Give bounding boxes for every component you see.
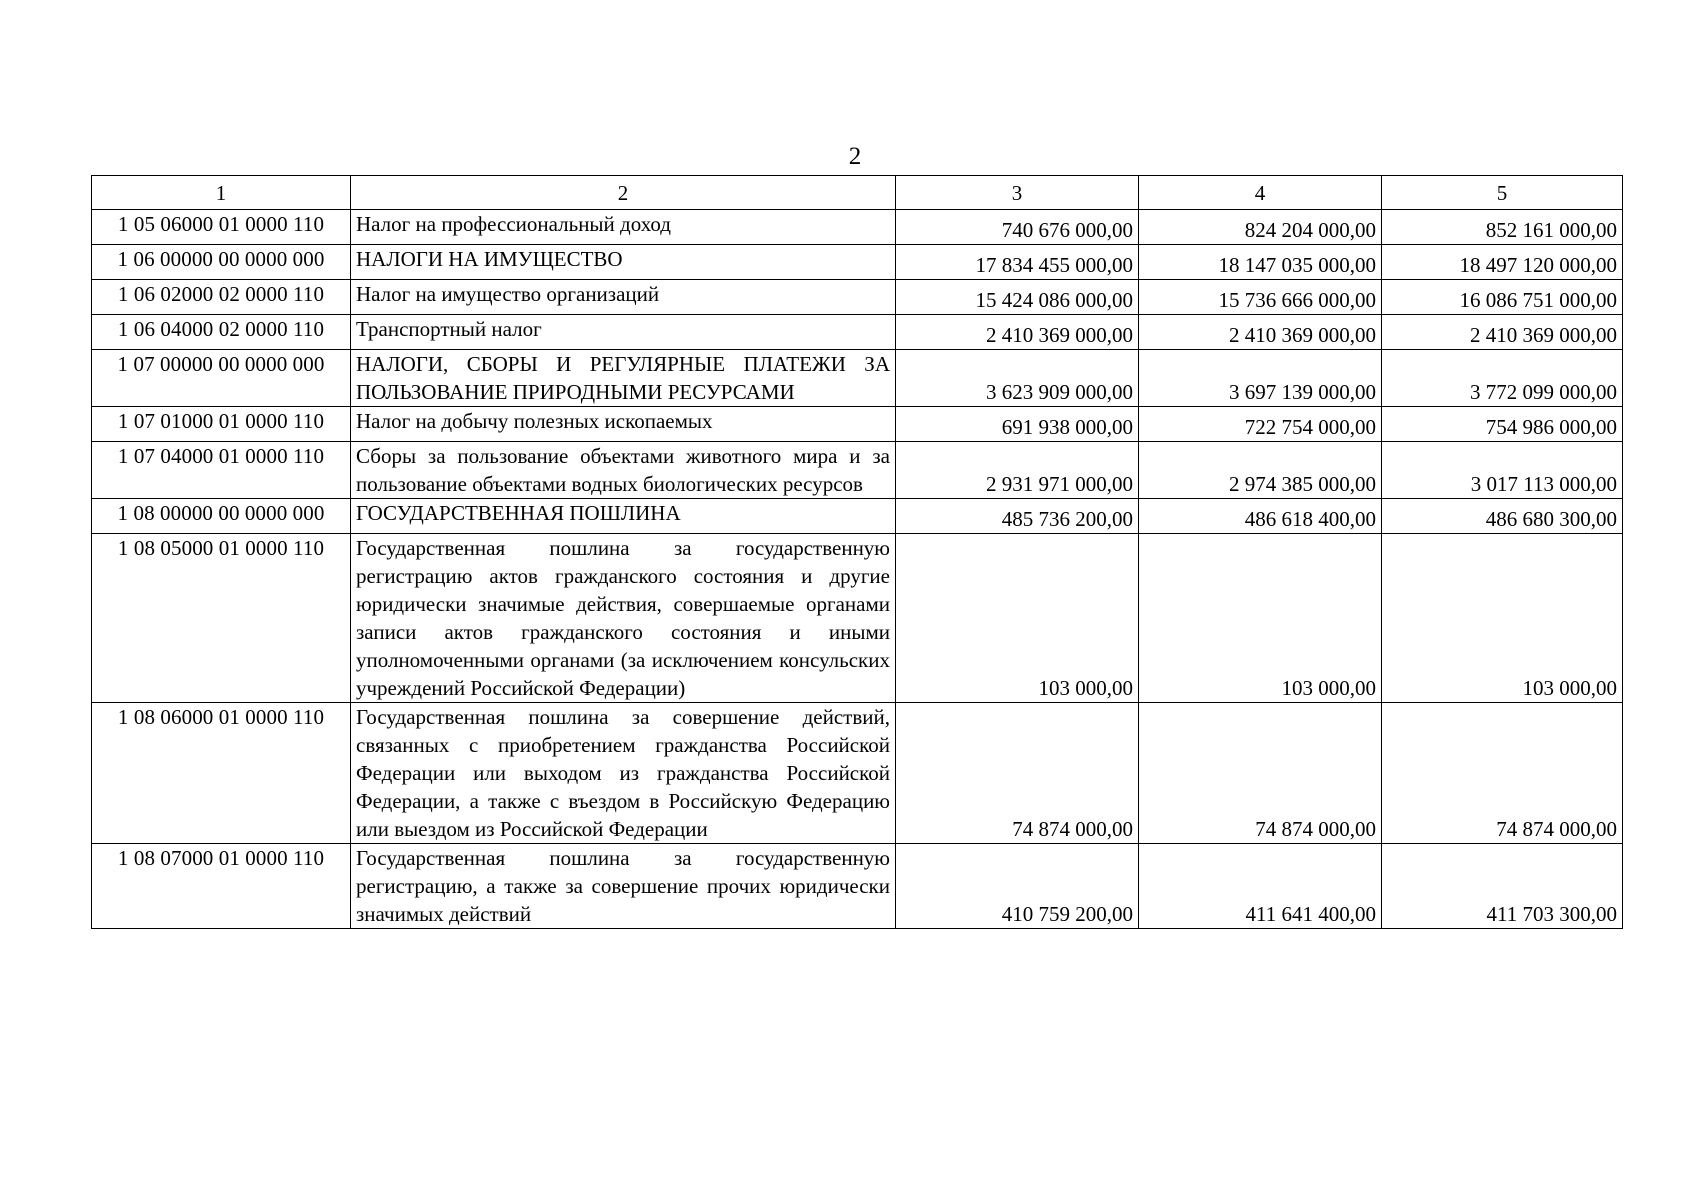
revenue-name-text: Транспортный налог xyxy=(356,317,542,341)
amount-col-5: 74 874 000,00 xyxy=(1382,703,1623,844)
column-header: 4 xyxy=(1139,176,1382,210)
column-header: 1 xyxy=(92,176,351,210)
budget-code: 1 05 06000 01 0000 110 xyxy=(92,210,351,245)
column-header: 5 xyxy=(1382,176,1623,210)
revenue-name-text: Налог на профессиональный доход xyxy=(356,212,671,236)
amount-col-3: 103 000,00 xyxy=(896,534,1139,703)
amount-col-5: 3 017 113 000,00 xyxy=(1382,442,1623,499)
amount-col-3: 740 676 000,00 xyxy=(896,210,1139,245)
budget-code: 1 07 04000 01 0000 110 xyxy=(92,442,351,499)
table-header-row xyxy=(92,176,1623,210)
amount-col-4: 2 974 385 000,00 xyxy=(1139,442,1382,499)
amount-col-3: 74 874 000,00 xyxy=(896,703,1139,844)
amount-col-4: 74 874 000,00 xyxy=(1139,703,1382,844)
amount-col-5: 2 410 369 000,00 xyxy=(1382,315,1623,350)
table-row xyxy=(92,703,1623,844)
amount-col-3: 3 623 909 000,00 xyxy=(896,350,1139,407)
revenue-name-text: НАЛОГИ, СБОРЫ И РЕГУЛЯРНЫЕ ПЛАТЕЖИ ЗА ПОЛЬЗОВАНИЕ ПРИРОДНЫМИ РЕСУРСАМИ xyxy=(356,352,890,404)
budget-code: 1 06 04000 02 0000 110 xyxy=(92,315,351,350)
revenue-name xyxy=(351,245,896,280)
revenue-name xyxy=(351,280,896,315)
budget-code: 1 06 02000 02 0000 110 xyxy=(92,280,351,315)
amount-col-3: 15 424 086 000,00 xyxy=(896,280,1139,315)
amount-col-3: 17 834 455 000,00 xyxy=(896,245,1139,280)
page-number: 2 xyxy=(848,143,862,170)
revenue-name xyxy=(351,703,896,844)
table-row xyxy=(92,499,1623,534)
amount-col-4: 486 618 400,00 xyxy=(1139,499,1382,534)
table-row xyxy=(92,245,1623,280)
budget-code: 1 08 00000 00 0000 000 xyxy=(92,499,351,534)
amount-col-4: 103 000,00 xyxy=(1139,534,1382,703)
amount-col-5: 852 161 000,00 xyxy=(1382,210,1623,245)
revenue-name xyxy=(351,844,896,929)
amount-col-4: 824 204 000,00 xyxy=(1139,210,1382,245)
budget-code: 1 08 07000 01 0000 110 xyxy=(92,844,351,929)
amount-col-5: 411 703 300,00 xyxy=(1382,844,1623,929)
revenue-name xyxy=(351,210,896,245)
amount-col-4: 15 736 666 000,00 xyxy=(1139,280,1382,315)
revenue-name xyxy=(351,350,896,407)
amount-col-5: 18 497 120 000,00 xyxy=(1382,245,1623,280)
amount-col-5: 103 000,00 xyxy=(1382,534,1623,703)
amount-col-4: 411 641 400,00 xyxy=(1139,844,1382,929)
table-row xyxy=(92,442,1623,499)
amount-col-4: 3 697 139 000,00 xyxy=(1139,350,1382,407)
table-row xyxy=(92,844,1623,929)
amount-col-5: 3 772 099 000,00 xyxy=(1382,350,1623,407)
revenue-name-text: Сборы за пользование объектами животного мира и за пользование объектами водных биологических ресурсов xyxy=(356,444,890,496)
amount-col-4: 2 410 369 000,00 xyxy=(1139,315,1382,350)
revenue-name-text: Государственная пошлина за государственную регистрацию, а также за совершение прочих юридически значимых действий xyxy=(356,846,890,926)
amount-col-5: 16 086 751 000,00 xyxy=(1382,280,1623,315)
revenue-name-text: НАЛОГИ НА ИМУЩЕСТВО xyxy=(356,247,623,271)
amount-col-4: 18 147 035 000,00 xyxy=(1139,245,1382,280)
amount-col-3: 2 931 971 000,00 xyxy=(896,442,1139,499)
revenue-name xyxy=(351,499,896,534)
revenue-name-text: Налог на имущество организаций xyxy=(356,282,660,306)
table-row xyxy=(92,407,1623,442)
table-row xyxy=(92,210,1623,245)
amount-col-3: 691 938 000,00 xyxy=(896,407,1139,442)
revenue-name-text: Государственная пошлина за государственную регистрацию актов гражданского состояния и другие юридически значимые действия, совершаемые органами записи актов гражданского состояния и иными уполномоченными органами (за исключением консульских учреждений Российской Федерации) xyxy=(356,536,890,700)
column-header: 2 xyxy=(351,176,896,210)
budget-code: 1 07 01000 01 0000 110 xyxy=(92,407,351,442)
table-row xyxy=(92,534,1623,703)
table-row xyxy=(92,315,1623,350)
revenue-name xyxy=(351,534,896,703)
revenue-name xyxy=(351,442,896,499)
table-row xyxy=(92,280,1623,315)
amount-col-3: 410 759 200,00 xyxy=(896,844,1139,929)
budget-code: 1 08 05000 01 0000 110 xyxy=(92,534,351,703)
revenue-name xyxy=(351,407,896,442)
amount-col-5: 486 680 300,00 xyxy=(1382,499,1623,534)
revenue-name-text: ГОСУДАРСТВЕННАЯ ПОШЛИНА xyxy=(356,501,681,525)
revenue-name xyxy=(351,315,896,350)
column-header: 3 xyxy=(896,176,1139,210)
amount-col-5: 754 986 000,00 xyxy=(1382,407,1623,442)
amount-col-3: 2 410 369 000,00 xyxy=(896,315,1139,350)
amount-col-4: 722 754 000,00 xyxy=(1139,407,1382,442)
revenue-name-text: Налог на добычу полезных ископаемых xyxy=(356,409,713,433)
budget-code: 1 07 00000 00 0000 000 xyxy=(92,350,351,407)
budget-code: 1 08 06000 01 0000 110 xyxy=(92,703,351,844)
revenue-name-text: Государственная пошлина за совершение действий, связанных с приобретением гражданства Российской Федерации или выходом из гражданства Российской Федерации, а также с въездом в Российскую Федерацию или выездом из Российской Федерации xyxy=(356,705,890,841)
amount-col-3: 485 736 200,00 xyxy=(896,499,1139,534)
budget-revenue-table xyxy=(91,175,1623,929)
table-row xyxy=(92,350,1623,407)
budget-code: 1 06 00000 00 0000 000 xyxy=(92,245,351,280)
